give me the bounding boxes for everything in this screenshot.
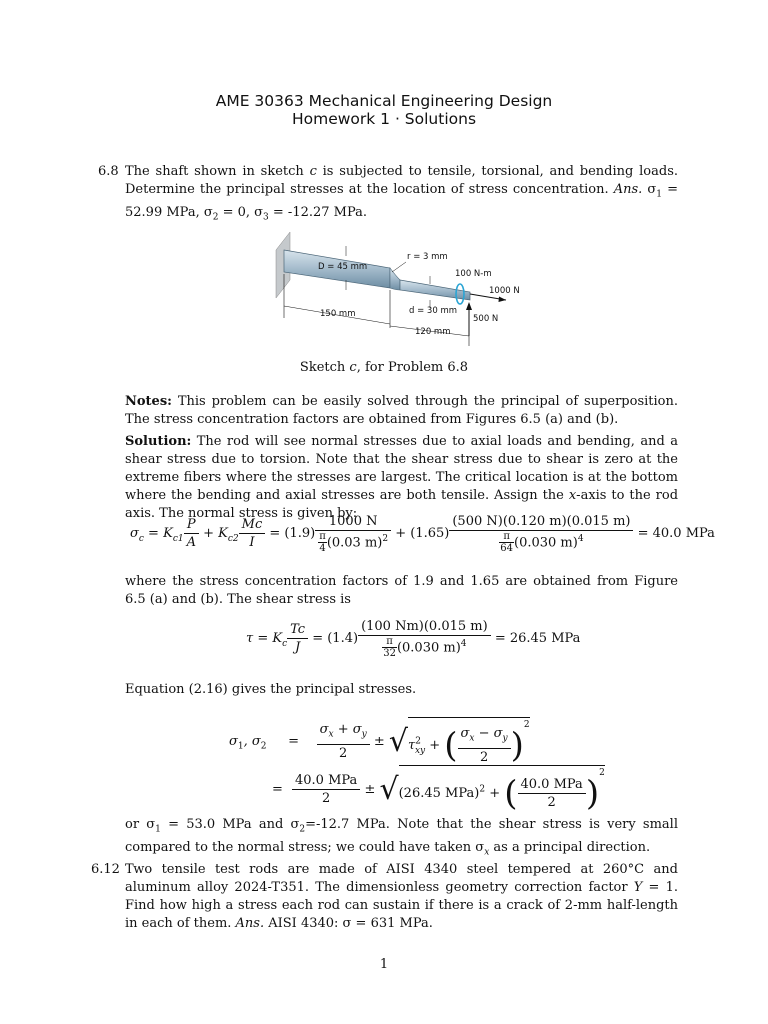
problem-number-6-8: 6.8: [98, 164, 119, 179]
equation-principal-stresses-line-1: $\sigma_1$, $\sigma_2$ = $\frac{\sigma_x + \sigma_y}{2}$ ± $√\tau^2_{xy}$ + ( $\frac{\sigma_x - \sigma_y}{2}$ )$^2$: [229, 717, 530, 766]
sketch-caption: Sketch c, for Problem 6.8: [299, 360, 469, 375]
label-120-mm: 120 mm: [415, 327, 451, 337]
conclusion-paragraph: or $\sigma_1 = 53.0$ MPa and $\sigma_2=-12.7$ MPa. Note that the shear stress is very small compared to the normal stress; we could have taken $\sigma_x$ as a principal direction.: [125, 817, 678, 858]
label-torque: 100 N-m: [455, 269, 492, 279]
equation-normal-stress: $\sigma_c = K_{c1}$ $\frac{P}{A}$ + $K_{c2}$ $\frac{Mc}{I}$ = (1.9) 1000 N $\frac{\pi}{4}$ (0.03 m)$^2$ + (1.65) (500 N)(0.120 m)(0.015 m) $\frac{\pi}{64}$ (0.030 m)$^4$ = 40.0 MPa: [130, 514, 715, 555]
label-large-diameter: D = 45 mm: [318, 262, 368, 272]
document-title: AME 30363 Mechanical Engineering Design: [215, 92, 553, 110]
label-vertical-force: 500 N: [473, 314, 499, 324]
problem-number-6-12: 6.12: [91, 862, 120, 877]
stress-concentration-paragraph: where the stress concentration factors of 1.9 and 1.65 are obtained from Figure 6.5 (a) and (b). The shear stress is: [125, 574, 678, 607]
equation-principal-stresses-line-2: = $\frac{\text{40.0 MPa}}{2}$ ± √(26.45 MPa)$^2$ + ( $\frac{\text{40.0 MPa}}{2}$ )$^2$: [286, 765, 605, 814]
label-small-diameter: d = 30 mm: [409, 306, 457, 316]
notes-paragraph: Notes: This problem can be easily solved through the principal of superposition. The stress concentration factors are obtained from Figures 6.5 (a) and (b).: [125, 394, 678, 427]
problem-6-12-statement: Two tensile test rods are made of AISI 4340 steel tempered at 260°C and aluminum alloy 2024-T351. The dimensionless geometry correction factor Y = 1. Find how high a stress each rod can sustain if there is a crack of 2-mm half-length in each of them. Ans. AISI 4340: σ = 631 MPa.: [125, 862, 678, 931]
problem-6-8-statement: The shaft shown in sketch c is subjected to tensile, torsional, and bending loads. Determine the principal stresses at the location of stress concentration. Ans. $\sigma_1 = 52.99$ MPa, $\sigma_2 = 0$, $\sigma_3 = -12.27$ MPa.: [125, 164, 678, 223]
fillet-transition: [390, 268, 400, 290]
label-axial-force: 1000 N: [489, 286, 520, 296]
equation-shear-stress: $\tau = K_c$ $\frac{Tc}{J}$ = (1.4) (100 Nm)(0.015 m) $\frac{\pi}{32}$ (0.030 m)$^4$ = 26.45 MPa: [246, 619, 581, 660]
document-subtitle: Homework 1 · Solutions: [291, 110, 477, 128]
label-150-mm: 150 mm: [320, 309, 356, 319]
equation-reference-paragraph: Equation (2.16) gives the principal stresses.: [125, 682, 417, 697]
label-fillet-radius: r = 3 mm: [407, 252, 448, 262]
solution-paragraph: Solution: The rod will see normal stresses due to axial loads and bending, and a shear stress due to torsion. Note that the shear stress due to shear is zero at the extreme fibers where the stresses are largest. The critical location is at the bottom where the bending and axial stresses are both tensile. Assign the x-axis to the rod axis. The normal stress is given by:: [125, 434, 679, 521]
small-shaft-section: [400, 280, 470, 300]
page-number: 1: [379, 957, 389, 972]
